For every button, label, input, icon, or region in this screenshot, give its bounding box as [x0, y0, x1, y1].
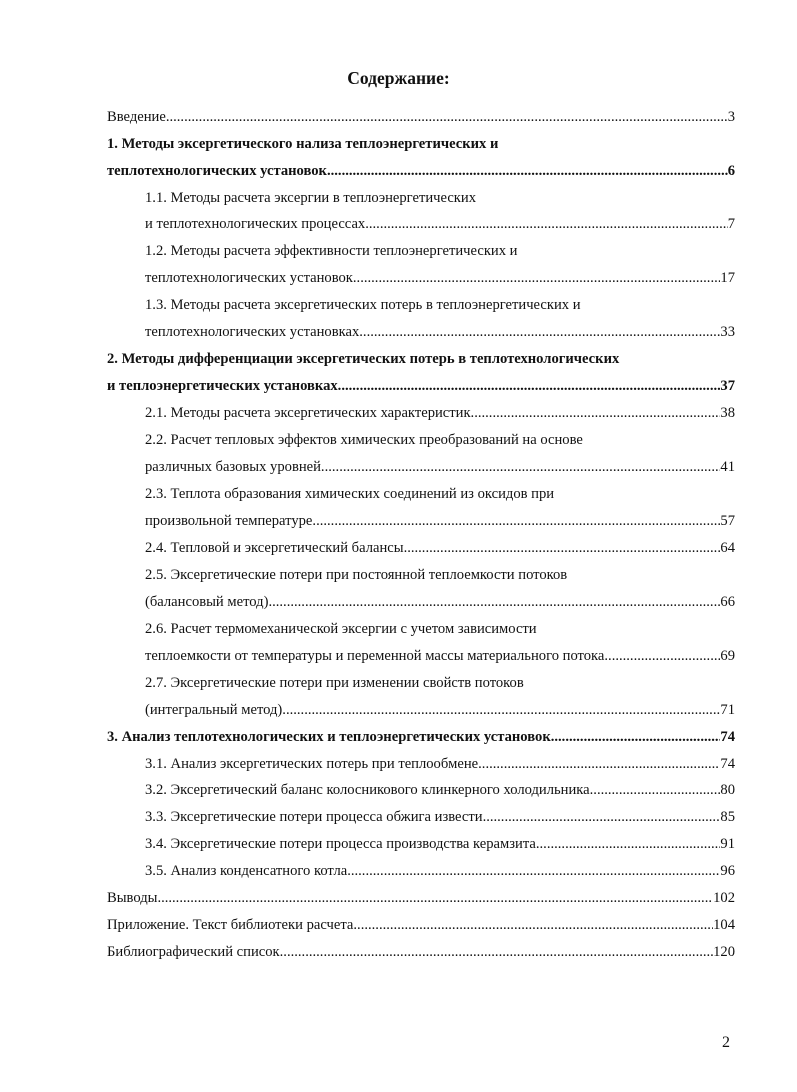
leader-dots	[478, 755, 720, 773]
leader-dots	[404, 539, 721, 557]
toc-entry-text: произвольной температуре	[145, 513, 313, 529]
leader-dots	[338, 377, 721, 395]
toc-entry-text: и теплоэнергетических установках	[107, 378, 338, 394]
toc-entry-text: различных базовых уровней.	[145, 459, 325, 475]
toc-entry-text: 3.5. Анализ конденсатного котла.	[145, 863, 351, 879]
toc-page-number: 102	[713, 890, 735, 906]
toc-entry-text: теплотехнологических установок	[107, 163, 327, 179]
toc-entry-text: Введение	[107, 109, 166, 125]
toc-page-number: 38	[720, 405, 735, 421]
leader-dots	[551, 728, 721, 746]
toc-section-1-2[interactable]	[145, 269, 735, 287]
leader-dots	[157, 889, 713, 907]
leader-dots	[166, 108, 728, 126]
toc-entry-text: 3. Анализ теплотехнологических и теплоэнергетических установок	[107, 729, 551, 745]
toc-entry-text: Библиографический список	[107, 944, 280, 960]
toc-chapter-3[interactable]	[107, 728, 735, 746]
toc-entry-text: (интегральный метод)	[145, 702, 283, 718]
toc-section-2-5-line1[interactable]: 2.5. Эксергетические потери при постоянной теплоемкости потоков	[145, 567, 568, 583]
leader-dots	[280, 943, 713, 961]
toc-page-number: 74	[720, 756, 735, 772]
toc-entry-text: Приложение. Текст библиотеки расчета	[107, 917, 354, 933]
toc-section-2-6[interactable]	[145, 647, 735, 665]
leader-dots	[325, 458, 721, 476]
toc-section-2-6-line1[interactable]: 2.6. Расчет термомеханической эксергии с учетом зависимости	[145, 621, 537, 637]
toc-entry-text: 2.4. Тепловой и эксергетический балансы	[145, 540, 404, 556]
leader-dots	[282, 701, 720, 719]
toc-section-2-4[interactable]	[145, 539, 735, 557]
toc-page-number: 33	[720, 324, 735, 340]
toc-section-3-5[interactable]	[145, 862, 735, 880]
toc-entry-text: 3.4. Эксергетические потери процесса производства керамзита.	[145, 836, 540, 852]
toc-entry-text: 3.1. Анализ эксергетических потерь при теплообмене	[145, 756, 479, 772]
toc-page-number: 3	[727, 109, 735, 125]
toc-entry-appendix[interactable]	[107, 916, 735, 934]
toc-page-number: 57	[720, 513, 735, 529]
toc-page-number: 71	[720, 702, 735, 718]
toc-page-number: 37	[720, 378, 735, 394]
toc-entry-text: Выводы	[107, 890, 158, 906]
toc-section-1-1[interactable]	[145, 215, 735, 233]
page-number: 2	[722, 1034, 730, 1051]
leader-dots	[474, 404, 720, 422]
toc-section-3-4[interactable]	[145, 835, 735, 853]
toc-chapter-2-line1[interactable]: 2. Методы дифференциации эксергетических потерь в теплотехнологических	[107, 351, 620, 367]
toc-chapter-1[interactable]	[107, 162, 735, 180]
toc-section-1-3-line1[interactable]: 1.3. Методы расчета эксергетических потерь в теплоэнергетических и	[145, 297, 581, 313]
toc-section-2-3-line1[interactable]: 2.3. Теплота образования химических соединений из оксидов при	[145, 486, 555, 502]
toc-chapter-1-line1[interactable]: 1. Методы эксергетического нализа теплоэнергетических и	[107, 136, 499, 152]
toc-entry-text: теплотехнологических установок	[145, 270, 353, 286]
toc-section-1-3[interactable]	[145, 323, 735, 341]
toc-entry-text: (балансовый метод)	[145, 594, 269, 610]
toc-page-number: 91	[720, 836, 735, 852]
toc-page-number: 74	[720, 729, 735, 745]
leader-dots	[353, 916, 713, 934]
toc-page-number: 120	[713, 944, 735, 960]
leader-dots	[590, 781, 721, 799]
leader-dots	[351, 862, 721, 880]
toc-page-number: 80	[720, 782, 735, 798]
toc-entry-text: 3.3. Эксергетические потери процесса обжига извести	[145, 809, 483, 825]
toc-section-2-2-line1[interactable]: 2.2. Расчет тепловых эффектов химических преобразований на основе	[145, 432, 583, 448]
leader-dots	[359, 323, 720, 341]
toc-entry-bibliography[interactable]	[107, 943, 735, 961]
toc-page-number: 85	[720, 809, 735, 825]
toc-entry-text: и теплотехнологических процессах	[145, 216, 366, 232]
toc-page-number: 64	[720, 540, 735, 556]
toc-section-2-1[interactable]	[145, 404, 735, 422]
toc-page-number: 69	[720, 648, 735, 664]
leader-dots	[353, 269, 721, 287]
toc-page-number: 66	[720, 594, 735, 610]
leader-dots	[312, 512, 720, 530]
toc-section-2-3[interactable]	[145, 512, 735, 530]
toc-entry-intro[interactable]	[107, 108, 735, 126]
toc-section-1-1-line1[interactable]: 1.1. Методы расчета эксергии в теплоэнергетических	[145, 190, 476, 206]
toc-page-number: 104	[713, 917, 735, 933]
toc-section-2-5[interactable]	[145, 593, 735, 611]
toc-page-number: 96	[720, 863, 735, 879]
toc-entry-conclusions[interactable]	[107, 889, 735, 907]
toc-entry-text: 2.1. Методы расчета эксергетических характеристик.	[145, 405, 475, 421]
toc-section-2-2[interactable]	[145, 458, 735, 476]
leader-dots	[268, 593, 720, 611]
toc-section-2-7[interactable]	[145, 701, 735, 719]
toc-section-3-3[interactable]	[145, 808, 735, 826]
toc-entry-text: теплоемкости от температуры и переменной массы материального потока	[145, 648, 605, 664]
leader-dots	[327, 162, 728, 180]
leader-dots	[483, 808, 721, 826]
toc-page-number: 7	[727, 216, 735, 232]
toc-entry-text: 3.2. Эксергетический баланс колосникового клинкерного холодильника	[145, 782, 590, 798]
toc-entry-text: теплотехнологических установках	[145, 324, 360, 340]
toc-page-number: 41	[720, 459, 735, 475]
toc-page-number: 17	[720, 270, 735, 286]
toc-chapter-2[interactable]	[107, 377, 735, 395]
leader-dots	[365, 215, 727, 233]
page-title: Содержание:	[347, 68, 450, 88]
toc-section-1-2-line1[interactable]: 1.2. Методы расчета эффективности теплоэнергетических и	[145, 243, 518, 259]
leader-dots	[540, 835, 721, 853]
toc-section-2-7-line1[interactable]: 2.7. Эксергетические потери при изменении свойств потоков	[145, 675, 524, 691]
toc-section-3-2[interactable]	[145, 781, 735, 799]
toc-section-3-1[interactable]	[145, 755, 735, 773]
leader-dots	[604, 647, 720, 665]
toc-page-number: 6	[727, 163, 735, 179]
